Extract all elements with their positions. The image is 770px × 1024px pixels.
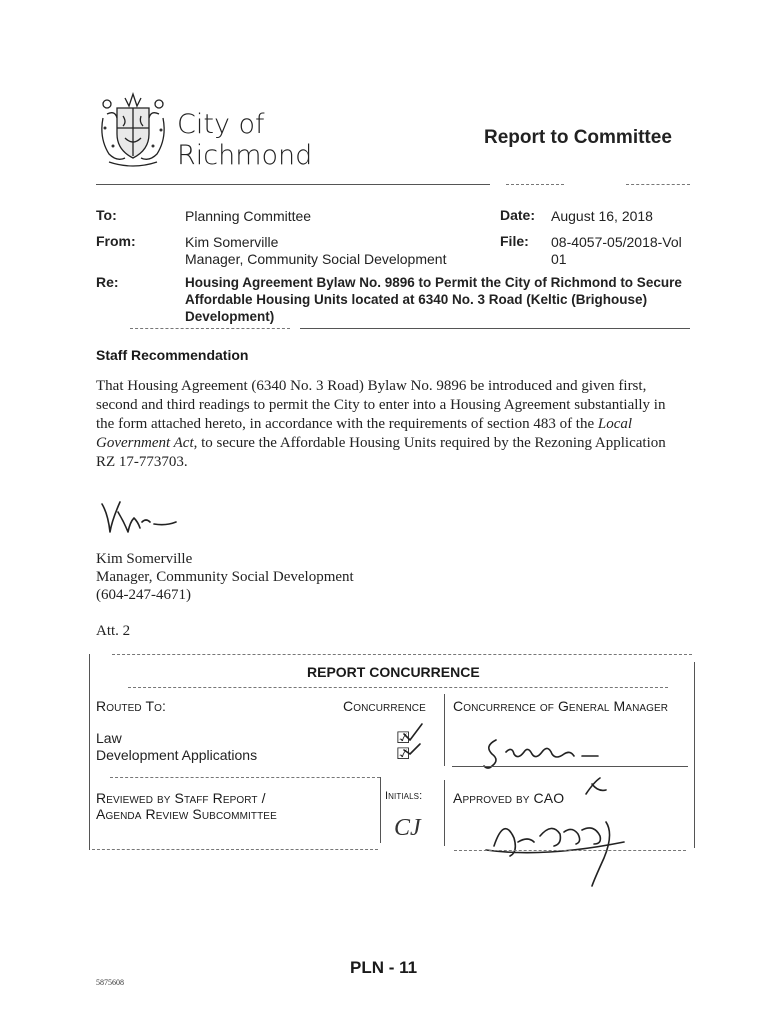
gm-concurrence-label: Concurrence of General Manager [453, 698, 669, 714]
file-label: File: [500, 233, 529, 249]
date-value: August 16, 2018 [551, 208, 653, 224]
from-title: Manager, Community Social Development [185, 251, 447, 267]
col-divider-gm [444, 694, 445, 766]
to-label: To: [96, 207, 117, 223]
signer-name: Kim Somerville [96, 551, 193, 567]
initials-label: Initials: [385, 790, 423, 802]
recommendation-text-part2: , to secure the Affordable Housing Units required by the Rezoning Application RZ 17-773703. [96, 435, 666, 470]
city-crest-logo [95, 88, 171, 172]
from-label: From: [96, 233, 136, 249]
from-name: Kim Somerville [185, 234, 279, 250]
initials-value: CJ [394, 815, 421, 841]
page-label: PLN - 11 [350, 958, 418, 977]
concurrence-heading: REPORT CONCURRENCE [307, 664, 480, 680]
to-value: Planning Committee [185, 208, 312, 224]
dept-row-dev-apps: Development Applications [96, 747, 258, 763]
law-checkbox[interactable]: ☑ [396, 730, 411, 747]
header-divider-dashed-2 [626, 184, 690, 185]
table-right-border [694, 662, 695, 848]
routed-to-label: Routed To: [96, 698, 166, 714]
approved-by-cao-label: Approved by CAO [453, 790, 565, 806]
table-bottom-left [92, 849, 378, 850]
reviewed-by-line2: Agenda Review Subcommittee [96, 806, 277, 822]
org-name-line2: Richmond [177, 140, 313, 171]
recommendation-text-italic: Local Government Act [96, 416, 633, 451]
recommendation-text [96, 377, 686, 472]
date-label: Date: [500, 207, 536, 223]
reviewed-by-line1: Reviewed by Staff Report / [96, 790, 266, 806]
col-divider-initials [380, 777, 381, 843]
signer-title: Manager, Community Social Development [96, 569, 354, 585]
crest-icon [95, 88, 171, 172]
dept-row-law: Law [96, 730, 122, 746]
re-line2: Affordable Housing Units located at 6340 No. 3 Road (Keltic (Brighouse) [185, 292, 648, 307]
gm-signature-line [452, 766, 688, 767]
dev-apps-checkbox[interactable]: ☑ [396, 746, 411, 763]
table-top-border [112, 654, 692, 655]
report-title: Report to Committee [484, 127, 672, 148]
file-line1: 08-4057-05/2018-Vol [551, 234, 682, 250]
org-name-line1: City of [177, 109, 265, 140]
re-line1: Housing Agreement Bylaw No. 9896 to Permit the City of Richmond to Secure [185, 275, 682, 290]
cao-signature-line [454, 850, 686, 851]
header-divider [96, 184, 490, 185]
attachments-count: Att. 2 [96, 623, 131, 639]
signer-phone: (604-247-4671) [96, 587, 191, 603]
document-number: 5875608 [96, 978, 124, 987]
cao-signature [474, 772, 654, 892]
author-signature [94, 492, 184, 542]
heading-underline [128, 687, 668, 688]
row-divider [110, 777, 380, 778]
recommendation-heading: Staff Recommendation [96, 347, 249, 363]
memo-divider [300, 328, 690, 329]
table-left-border [89, 654, 90, 850]
file-line2: 01 [551, 251, 567, 267]
check-marks [398, 722, 428, 758]
recommendation-text-part1: That Housing Agreement (6340 No. 3 Road) Bylaw No. 9896 be introduced and given first, second and third readings to permit the City to enter into a Housing Agreement substantially in the form attached hereto, in accordance with the requirements of section 483 of the [96, 378, 666, 432]
header-divider-dashed [506, 184, 564, 185]
re-label: Re: [96, 274, 119, 290]
re-line3: Development) [185, 309, 275, 324]
memo-divider-dashed [130, 328, 290, 329]
concurrence-label: Concurrence [343, 698, 426, 714]
col-divider-cao [444, 780, 445, 846]
